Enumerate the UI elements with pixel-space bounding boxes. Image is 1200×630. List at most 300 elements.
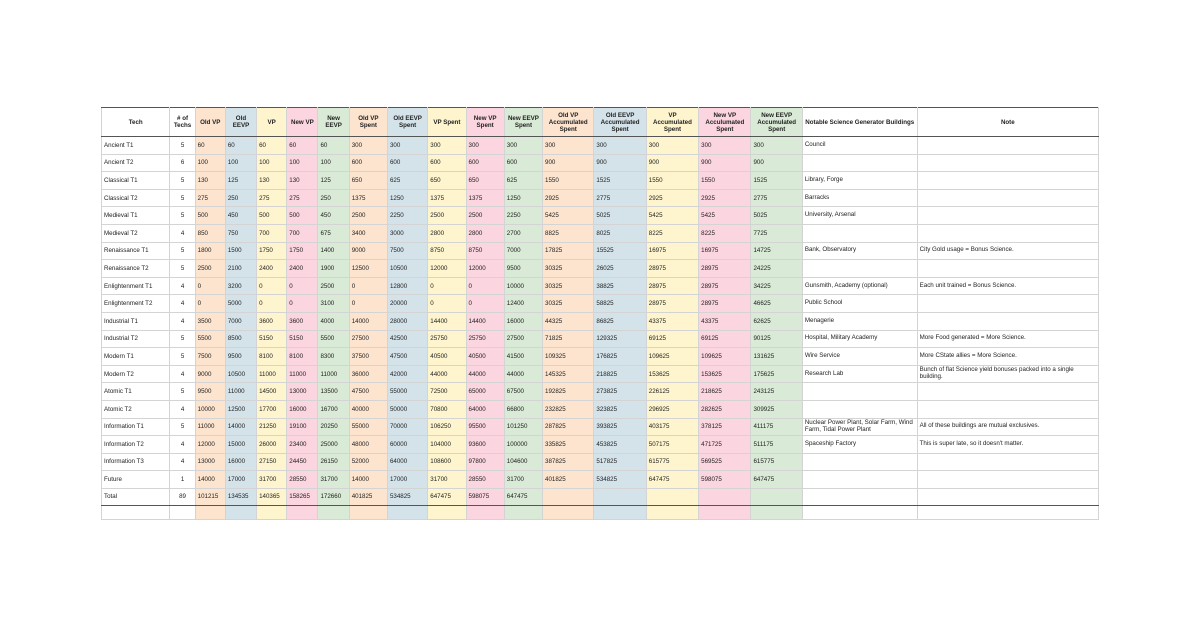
cell-old-vp[interactable]: 0 [195, 277, 225, 295]
cell-vp-acc[interactable]: 5425 [646, 207, 698, 225]
cell-count[interactable]: 4 [170, 400, 195, 418]
cell-new-vp[interactable]: 0 [287, 295, 318, 313]
cell-new-eevp-acc[interactable]: 2775 [751, 189, 802, 207]
cell-vp-spent[interactable]: 72500 [428, 383, 466, 401]
cell-new-vp[interactable]: 13000 [287, 383, 318, 401]
cell-new-eevp-spent[interactable]: 66800 [504, 400, 542, 418]
cell-old-vp-spent[interactable] [349, 505, 387, 519]
cell-new-eevp[interactable]: 16700 [318, 400, 349, 418]
cell-buildings[interactable]: Gunsmith, Academy (optional) [802, 277, 917, 295]
cell-old-eevp-acc[interactable]: 323825 [594, 400, 646, 418]
cell-new-eevp-acc[interactable]: 647475 [751, 471, 802, 489]
cell-tech[interactable]: Information T2 [102, 436, 170, 454]
cell-new-vp-acc[interactable]: 471725 [699, 436, 751, 454]
cell-old-eevp[interactable]: 450 [225, 207, 256, 225]
cell-old-vp[interactable]: 1800 [195, 242, 225, 260]
cell-vp-spent[interactable]: 12000 [428, 260, 466, 278]
cell-new-vp-acc[interactable]: 8225 [699, 224, 751, 242]
cell-count[interactable]: 4 [170, 312, 195, 330]
cell-vp-acc[interactable]: 16975 [646, 242, 698, 260]
cell-old-eevp-spent[interactable]: 64000 [387, 453, 427, 471]
cell-new-vp[interactable]: 700 [287, 224, 318, 242]
cell-old-vp[interactable]: 130 [195, 172, 225, 190]
cell-old-vp-acc[interactable]: 5425 [543, 207, 594, 225]
cell-note[interactable] [917, 137, 1098, 155]
cell-old-eevp-acc[interactable]: 300 [594, 137, 646, 155]
cell-old-eevp-acc[interactable]: 8025 [594, 224, 646, 242]
cell-old-vp-spent[interactable]: 40000 [349, 400, 387, 418]
cell-vp[interactable]: 275 [257, 189, 287, 207]
cell-vp-acc[interactable]: 403175 [646, 418, 698, 436]
cell-buildings[interactable] [802, 224, 917, 242]
cell-new-vp-acc[interactable]: 2925 [699, 189, 751, 207]
cell-vp-acc[interactable]: 43375 [646, 312, 698, 330]
cell-buildings[interactable] [802, 154, 917, 172]
cell-tech[interactable]: Atomic T1 [102, 383, 170, 401]
cell-buildings[interactable]: Wire Service [802, 348, 917, 366]
cell-old-eevp-spent[interactable]: 42500 [387, 330, 427, 348]
cell-new-eevp-acc[interactable]: 511175 [751, 436, 802, 454]
cell-new-eevp-acc[interactable]: 615775 [751, 453, 802, 471]
cell-new-vp[interactable]: 130 [287, 172, 318, 190]
cell-new-vp[interactable]: 1750 [287, 242, 318, 260]
cell-vp[interactable]: 8100 [257, 348, 287, 366]
cell-vp-spent[interactable]: 1375 [428, 189, 466, 207]
cell-new-eevp[interactable]: 1400 [318, 242, 349, 260]
cell-vp-spent[interactable]: 8750 [428, 242, 466, 260]
cell-new-eevp-spent[interactable]: 41500 [504, 348, 542, 366]
cell-new-eevp[interactable] [318, 505, 349, 519]
cell-count[interactable]: 5 [170, 383, 195, 401]
cell-new-vp-spent[interactable]: 44000 [466, 365, 504, 383]
cell-old-vp[interactable] [195, 505, 225, 519]
cell-vp-acc[interactable]: 109625 [646, 348, 698, 366]
cell-old-vp-spent[interactable]: 650 [349, 172, 387, 190]
cell-tech[interactable]: Atomic T2 [102, 400, 170, 418]
cell-tech[interactable]: Renaissance T2 [102, 260, 170, 278]
cell-new-vp-acc[interactable]: 598075 [699, 471, 751, 489]
cell-old-vp[interactable]: 12000 [195, 436, 225, 454]
cell-old-vp-spent[interactable]: 14000 [349, 471, 387, 489]
cell-new-eevp-acc[interactable]: 309925 [751, 400, 802, 418]
cell-new-vp-spent[interactable]: 0 [466, 295, 504, 313]
cell-vp-acc[interactable]: 615775 [646, 453, 698, 471]
cell-new-vp[interactable]: 16000 [287, 400, 318, 418]
cell-new-eevp[interactable]: 172660 [318, 488, 349, 505]
cell-new-vp-acc[interactable]: 900 [699, 154, 751, 172]
cell-old-vp-acc[interactable]: 17825 [543, 242, 594, 260]
cell-new-eevp-spent[interactable]: 7000 [504, 242, 542, 260]
cell-vp-spent[interactable]: 600 [428, 154, 466, 172]
cell-vp-spent[interactable]: 300 [428, 137, 466, 155]
cell-new-eevp-acc[interactable]: 34225 [751, 277, 802, 295]
cell-vp-acc[interactable]: 153625 [646, 365, 698, 383]
cell-buildings[interactable]: University, Arsenal [802, 207, 917, 225]
cell-old-vp[interactable]: 13000 [195, 453, 225, 471]
cell-old-vp-spent[interactable]: 12500 [349, 260, 387, 278]
cell-old-eevp-acc[interactable]: 129325 [594, 330, 646, 348]
cell-old-vp-spent[interactable]: 52000 [349, 453, 387, 471]
cell-new-eevp[interactable]: 60 [318, 137, 349, 155]
cell-old-eevp[interactable]: 16000 [225, 453, 256, 471]
cell-vp-spent[interactable]: 25750 [428, 330, 466, 348]
cell-new-vp[interactable]: 24450 [287, 453, 318, 471]
cell-old-vp-acc[interactable] [543, 488, 594, 505]
cell-old-eevp-acc[interactable]: 534825 [594, 471, 646, 489]
cell-new-eevp-spent[interactable]: 31700 [504, 471, 542, 489]
cell-vp-acc[interactable] [646, 505, 698, 519]
cell-new-vp-spent[interactable]: 25750 [466, 330, 504, 348]
cell-new-vp[interactable]: 100 [287, 154, 318, 172]
cell-new-vp[interactable]: 19100 [287, 418, 318, 436]
cell-new-eevp-acc[interactable]: 243125 [751, 383, 802, 401]
cell-new-vp[interactable]: 11000 [287, 365, 318, 383]
cell-new-eevp[interactable]: 1900 [318, 260, 349, 278]
cell-old-eevp-acc[interactable]: 58825 [594, 295, 646, 313]
cell-count[interactable]: 5 [170, 172, 195, 190]
cell-old-vp[interactable]: 275 [195, 189, 225, 207]
cell-tech[interactable]: Medieval T1 [102, 207, 170, 225]
cell-old-vp-acc[interactable]: 387825 [543, 453, 594, 471]
cell-new-eevp-acc[interactable]: 90125 [751, 330, 802, 348]
cell-buildings[interactable]: Library, Forge [802, 172, 917, 190]
cell-note[interactable] [917, 207, 1098, 225]
cell-new-vp[interactable]: 500 [287, 207, 318, 225]
cell-old-vp-acc[interactable]: 30325 [543, 277, 594, 295]
cell-old-vp-acc[interactable]: 300 [543, 137, 594, 155]
cell-new-vp[interactable]: 2400 [287, 260, 318, 278]
cell-note[interactable] [917, 312, 1098, 330]
cell-old-eevp-acc[interactable]: 1525 [594, 172, 646, 190]
cell-new-eevp-acc[interactable]: 24225 [751, 260, 802, 278]
cell-vp[interactable]: 140365 [257, 488, 287, 505]
cell-count[interactable]: 5 [170, 242, 195, 260]
cell-vp-acc[interactable]: 28975 [646, 295, 698, 313]
cell-new-eevp-acc[interactable]: 7725 [751, 224, 802, 242]
cell-vp[interactable] [257, 505, 287, 519]
cell-vp-spent[interactable]: 647475 [428, 488, 466, 505]
cell-buildings[interactable]: Bank, Observatory [802, 242, 917, 260]
cell-new-eevp[interactable]: 450 [318, 207, 349, 225]
cell-note[interactable] [917, 471, 1098, 489]
cell-new-eevp[interactable]: 100 [318, 154, 349, 172]
cell-count[interactable]: 5 [170, 348, 195, 366]
cell-vp-spent[interactable]: 0 [428, 295, 466, 313]
cell-old-vp-acc[interactable]: 1550 [543, 172, 594, 190]
cell-vp-spent[interactable]: 108600 [428, 453, 466, 471]
cell-new-vp-spent[interactable]: 40500 [466, 348, 504, 366]
cell-old-vp-spent[interactable]: 300 [349, 137, 387, 155]
cell-old-vp[interactable]: 9500 [195, 383, 225, 401]
cell-old-eevp-spent[interactable]: 42000 [387, 365, 427, 383]
cell-tech[interactable]: Industrial T2 [102, 330, 170, 348]
cell-new-vp-spent[interactable]: 93600 [466, 436, 504, 454]
cell-new-eevp-spent[interactable]: 625 [504, 172, 542, 190]
cell-old-eevp-acc[interactable]: 5025 [594, 207, 646, 225]
cell-old-vp-acc[interactable]: 287825 [543, 418, 594, 436]
cell-vp-spent[interactable]: 14400 [428, 312, 466, 330]
cell-new-vp-spent[interactable]: 598075 [466, 488, 504, 505]
cell-vp[interactable]: 1750 [257, 242, 287, 260]
cell-buildings[interactable]: Menagerie [802, 312, 917, 330]
cell-old-vp-acc[interactable]: 30325 [543, 295, 594, 313]
cell-old-eevp-spent[interactable]: 70000 [387, 418, 427, 436]
cell-count[interactable]: 5 [170, 137, 195, 155]
cell-vp[interactable]: 31700 [257, 471, 287, 489]
cell-vp-acc[interactable]: 900 [646, 154, 698, 172]
cell-old-vp-acc[interactable]: 232825 [543, 400, 594, 418]
cell-tech[interactable]: Enlightenment T2 [102, 295, 170, 313]
cell-new-eevp-acc[interactable] [751, 488, 802, 505]
cell-vp-spent[interactable]: 2500 [428, 207, 466, 225]
cell-vp-spent[interactable]: 40500 [428, 348, 466, 366]
cell-new-vp-acc[interactable]: 28975 [699, 277, 751, 295]
cell-note[interactable] [917, 154, 1098, 172]
cell-new-vp[interactable]: 23400 [287, 436, 318, 454]
cell-new-vp-spent[interactable]: 1375 [466, 189, 504, 207]
cell-new-vp[interactable]: 158265 [287, 488, 318, 505]
cell-old-eevp-acc[interactable]: 15525 [594, 242, 646, 260]
cell-old-vp-spent[interactable]: 47500 [349, 383, 387, 401]
cell-vp[interactable]: 700 [257, 224, 287, 242]
cell-old-eevp[interactable]: 8500 [225, 330, 256, 348]
cell-count[interactable]: 4 [170, 453, 195, 471]
cell-old-vp-spent[interactable]: 0 [349, 277, 387, 295]
cell-new-eevp-spent[interactable]: 100000 [504, 436, 542, 454]
cell-new-vp-acc[interactable]: 28975 [699, 295, 751, 313]
cell-new-eevp-spent[interactable]: 9500 [504, 260, 542, 278]
cell-old-vp-acc[interactable]: 900 [543, 154, 594, 172]
cell-vp-acc[interactable]: 507175 [646, 436, 698, 454]
cell-new-eevp-spent[interactable]: 67500 [504, 383, 542, 401]
cell-new-eevp-spent[interactable]: 2700 [504, 224, 542, 242]
cell-tech[interactable]: Information T1 [102, 418, 170, 436]
cell-old-vp-acc[interactable]: 8825 [543, 224, 594, 242]
cell-count[interactable]: 89 [170, 488, 195, 505]
cell-old-eevp-spent[interactable]: 60000 [387, 436, 427, 454]
cell-tech[interactable]: Enlightenment T1 [102, 277, 170, 295]
cell-new-vp-spent[interactable]: 97800 [466, 453, 504, 471]
cell-old-eevp-spent[interactable]: 10500 [387, 260, 427, 278]
cell-new-eevp[interactable]: 3100 [318, 295, 349, 313]
cell-old-eevp[interactable]: 100 [225, 154, 256, 172]
cell-new-vp[interactable]: 60 [287, 137, 318, 155]
cell-old-eevp-acc[interactable]: 517825 [594, 453, 646, 471]
cell-note[interactable]: Each unit trained = Bonus Science. [917, 277, 1098, 295]
cell-old-vp-spent[interactable]: 37500 [349, 348, 387, 366]
cell-vp-spent[interactable]: 70800 [428, 400, 466, 418]
cell-new-eevp-acc[interactable]: 131625 [751, 348, 802, 366]
cell-vp-acc[interactable] [646, 488, 698, 505]
cell-new-eevp[interactable]: 5500 [318, 330, 349, 348]
cell-new-vp[interactable]: 3600 [287, 312, 318, 330]
cell-note[interactable]: This is super late, so it doesn't matter. [917, 436, 1098, 454]
cell-vp[interactable]: 3600 [257, 312, 287, 330]
cell-old-vp-spent[interactable]: 0 [349, 295, 387, 313]
cell-old-eevp-acc[interactable]: 26025 [594, 260, 646, 278]
cell-old-vp[interactable]: 14000 [195, 471, 225, 489]
cell-old-eevp-spent[interactable] [387, 505, 427, 519]
cell-old-eevp-spent[interactable]: 7500 [387, 242, 427, 260]
cell-old-vp-acc[interactable]: 109325 [543, 348, 594, 366]
cell-new-vp-acc[interactable] [699, 488, 751, 505]
cell-new-eevp-spent[interactable]: 2250 [504, 207, 542, 225]
cell-old-vp-acc[interactable]: 192825 [543, 383, 594, 401]
cell-new-vp-spent[interactable]: 95500 [466, 418, 504, 436]
cell-buildings[interactable]: Research Lab [802, 365, 917, 383]
cell-note[interactable]: Bunch of flat Science yield bonuses packed into a single building. [917, 365, 1098, 383]
cell-new-vp-acc[interactable] [699, 505, 751, 519]
cell-tech[interactable]: Classical T1 [102, 172, 170, 190]
cell-new-vp-spent[interactable] [466, 505, 504, 519]
cell-new-eevp[interactable]: 250 [318, 189, 349, 207]
cell-old-eevp[interactable]: 5000 [225, 295, 256, 313]
cell-old-eevp-spent[interactable]: 47500 [387, 348, 427, 366]
cell-buildings[interactable]: Council [802, 137, 917, 155]
cell-new-eevp-spent[interactable]: 647475 [504, 488, 542, 505]
cell-new-eevp-spent[interactable] [504, 505, 542, 519]
cell-old-eevp[interactable]: 1500 [225, 242, 256, 260]
cell-old-vp-spent[interactable]: 55000 [349, 418, 387, 436]
cell-old-vp-acc[interactable]: 30325 [543, 260, 594, 278]
cell-new-eevp-acc[interactable]: 411175 [751, 418, 802, 436]
cell-old-vp-acc[interactable]: 335825 [543, 436, 594, 454]
cell-new-vp[interactable]: 5150 [287, 330, 318, 348]
cell-old-eevp-acc[interactable] [594, 505, 646, 519]
cell-old-vp[interactable]: 0 [195, 295, 225, 313]
cell-old-vp[interactable]: 101215 [195, 488, 225, 505]
cell-vp[interactable]: 11000 [257, 365, 287, 383]
cell-vp-acc[interactable]: 28975 [646, 277, 698, 295]
cell-old-vp[interactable]: 11000 [195, 418, 225, 436]
cell-new-eevp-spent[interactable]: 44000 [504, 365, 542, 383]
cell-buildings[interactable]: Spaceship Factory [802, 436, 917, 454]
cell-old-vp-acc[interactable]: 44325 [543, 312, 594, 330]
cell-new-eevp-acc[interactable]: 5025 [751, 207, 802, 225]
cell-note[interactable] [917, 383, 1098, 401]
cell-new-eevp-spent[interactable]: 10000 [504, 277, 542, 295]
cell-vp[interactable]: 17700 [257, 400, 287, 418]
cell-note[interactable] [917, 224, 1098, 242]
cell-old-vp-spent[interactable]: 3400 [349, 224, 387, 242]
cell-new-eevp-acc[interactable]: 175625 [751, 365, 802, 383]
cell-old-eevp[interactable]: 3200 [225, 277, 256, 295]
cell-new-eevp[interactable]: 8300 [318, 348, 349, 366]
cell-new-eevp[interactable]: 125 [318, 172, 349, 190]
cell-count[interactable] [170, 505, 195, 519]
cell-old-eevp-acc[interactable]: 273825 [594, 383, 646, 401]
cell-vp[interactable]: 500 [257, 207, 287, 225]
cell-new-vp-acc[interactable]: 28975 [699, 260, 751, 278]
cell-old-eevp[interactable]: 15000 [225, 436, 256, 454]
cell-new-eevp-acc[interactable]: 46625 [751, 295, 802, 313]
cell-old-eevp[interactable]: 9500 [225, 348, 256, 366]
cell-vp[interactable]: 5150 [257, 330, 287, 348]
cell-old-vp-spent[interactable]: 600 [349, 154, 387, 172]
cell-old-vp-spent[interactable]: 1375 [349, 189, 387, 207]
cell-tech[interactable] [102, 505, 170, 519]
cell-old-vp-spent[interactable]: 2500 [349, 207, 387, 225]
cell-vp-spent[interactable]: 650 [428, 172, 466, 190]
cell-new-eevp-spent[interactable]: 101250 [504, 418, 542, 436]
cell-old-vp-acc[interactable]: 401825 [543, 471, 594, 489]
cell-new-eevp[interactable]: 4000 [318, 312, 349, 330]
cell-buildings[interactable] [802, 400, 917, 418]
cell-count[interactable]: 1 [170, 471, 195, 489]
cell-count[interactable]: 5 [170, 330, 195, 348]
cell-new-vp-acc[interactable]: 569525 [699, 453, 751, 471]
cell-new-eevp[interactable]: 31700 [318, 471, 349, 489]
cell-new-eevp-acc[interactable]: 62625 [751, 312, 802, 330]
cell-old-vp[interactable]: 850 [195, 224, 225, 242]
cell-buildings[interactable] [802, 505, 917, 519]
cell-old-vp-spent[interactable]: 9000 [349, 242, 387, 260]
cell-note[interactable] [917, 400, 1098, 418]
cell-buildings[interactable]: Public School [802, 295, 917, 313]
cell-tech[interactable]: Ancient T2 [102, 154, 170, 172]
cell-count[interactable]: 6 [170, 154, 195, 172]
cell-note[interactable] [917, 189, 1098, 207]
cell-old-vp-acc[interactable] [543, 505, 594, 519]
cell-vp[interactable]: 21250 [257, 418, 287, 436]
cell-new-vp-spent[interactable]: 14400 [466, 312, 504, 330]
cell-new-vp-spent[interactable]: 2500 [466, 207, 504, 225]
cell-old-eevp-acc[interactable]: 900 [594, 154, 646, 172]
cell-old-eevp-acc[interactable]: 393825 [594, 418, 646, 436]
cell-new-eevp-spent[interactable]: 12400 [504, 295, 542, 313]
cell-old-eevp-acc[interactable] [594, 488, 646, 505]
cell-old-vp-spent[interactable]: 401825 [349, 488, 387, 505]
cell-new-vp[interactable]: 8100 [287, 348, 318, 366]
cell-buildings[interactable] [802, 453, 917, 471]
cell-new-vp-spent[interactable]: 65000 [466, 383, 504, 401]
cell-old-eevp-acc[interactable]: 38825 [594, 277, 646, 295]
cell-old-eevp-spent[interactable]: 600 [387, 154, 427, 172]
cell-tech[interactable]: Ancient T1 [102, 137, 170, 155]
cell-new-eevp[interactable]: 675 [318, 224, 349, 242]
cell-tech[interactable]: Total [102, 488, 170, 505]
cell-vp-acc[interactable]: 8225 [646, 224, 698, 242]
cell-new-vp[interactable] [287, 505, 318, 519]
cell-old-eevp-spent[interactable]: 12800 [387, 277, 427, 295]
cell-new-eevp-spent[interactable]: 300 [504, 137, 542, 155]
cell-new-vp-acc[interactable]: 282625 [699, 400, 751, 418]
cell-note[interactable]: More Food generated = More Science. [917, 330, 1098, 348]
cell-old-vp[interactable]: 9000 [195, 365, 225, 383]
cell-new-eevp[interactable]: 26150 [318, 453, 349, 471]
cell-vp[interactable]: 130 [257, 172, 287, 190]
cell-count[interactable]: 5 [170, 260, 195, 278]
cell-tech[interactable]: Medieval T2 [102, 224, 170, 242]
cell-new-eevp-acc[interactable]: 14725 [751, 242, 802, 260]
cell-old-eevp-spent[interactable]: 1250 [387, 189, 427, 207]
cell-count[interactable]: 4 [170, 224, 195, 242]
cell-count[interactable]: 4 [170, 277, 195, 295]
cell-old-eevp[interactable]: 2100 [225, 260, 256, 278]
cell-old-eevp-acc[interactable]: 218825 [594, 365, 646, 383]
cell-old-eevp[interactable]: 60 [225, 137, 256, 155]
cell-old-eevp[interactable]: 10500 [225, 365, 256, 383]
cell-vp[interactable]: 100 [257, 154, 287, 172]
cell-new-vp-acc[interactable]: 43375 [699, 312, 751, 330]
cell-vp-acc[interactable]: 296925 [646, 400, 698, 418]
cell-vp-spent[interactable]: 44000 [428, 365, 466, 383]
cell-old-eevp[interactable]: 11000 [225, 383, 256, 401]
cell-old-eevp-spent[interactable]: 3000 [387, 224, 427, 242]
cell-new-vp-acc[interactable]: 16975 [699, 242, 751, 260]
cell-old-vp[interactable]: 500 [195, 207, 225, 225]
cell-old-vp[interactable]: 3500 [195, 312, 225, 330]
